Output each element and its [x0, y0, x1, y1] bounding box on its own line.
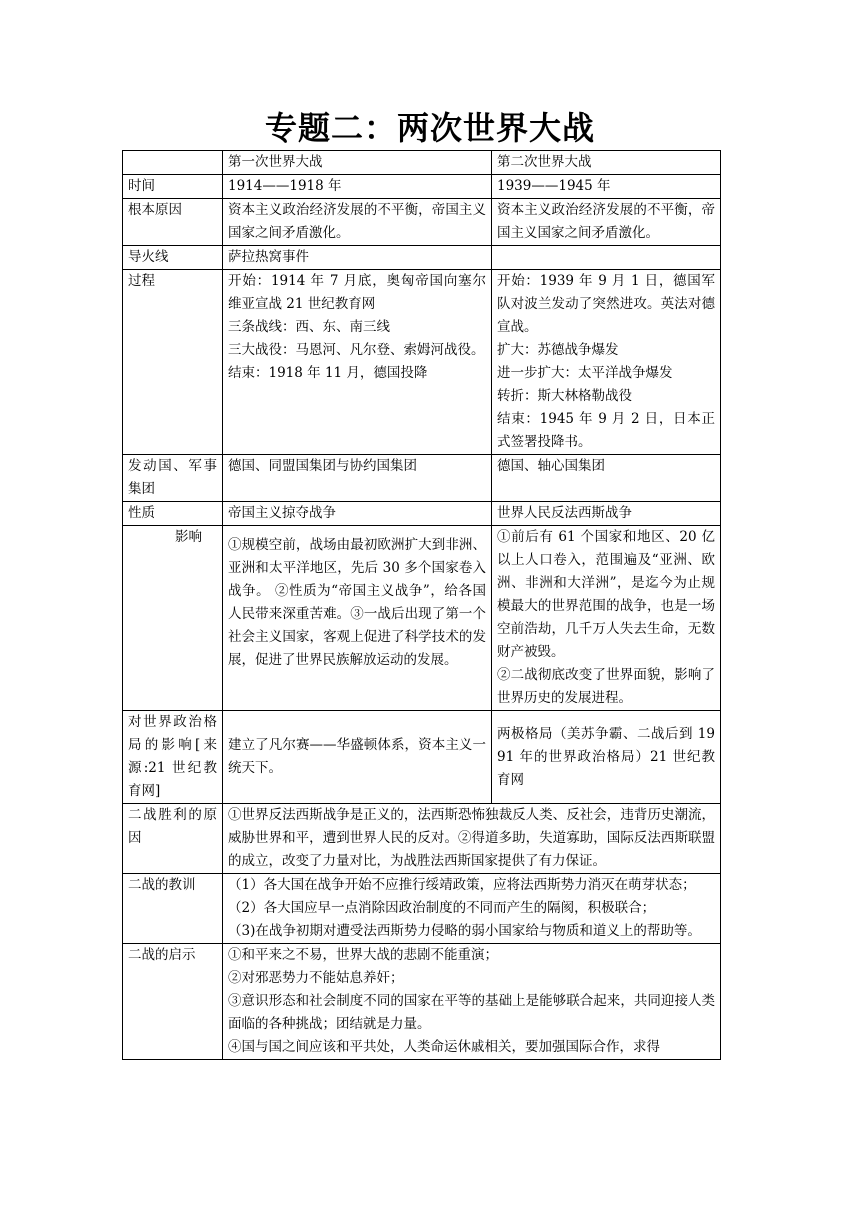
- comparison-table: [122, 150, 721, 1060]
- table-row: [123, 246, 721, 270]
- ww1-cell: [223, 246, 492, 270]
- wide-cell-line: ②对邪恶势力不能姑息养奸；: [228, 970, 404, 986]
- ww1-cell-line: 资本主义政治经济发展的不平衡，帝国主义国家之间矛盾激化。: [228, 202, 486, 241]
- header-cell-ww2: 第二次世界大战: [492, 151, 721, 175]
- row-label: 发动国、军事集团: [123, 455, 223, 502]
- row-label: 影响: [123, 526, 223, 711]
- ww2-cell: [492, 270, 721, 455]
- page-title: 专题二：两次世界大战: [264, 109, 595, 147]
- row-label: 对世界政治格局的影响[来源:21 世纪教育网]: [123, 711, 223, 804]
- table-row: [123, 711, 721, 804]
- table-row: [123, 944, 721, 1060]
- wide-cell-line: （1）各大国在战争开始不应推行绥靖政策，应将法西斯势力消灭在萌芽状态；: [228, 877, 696, 893]
- ww1-cell: [223, 175, 492, 199]
- table-row: [123, 175, 721, 199]
- ww2-cell-line: 两极格局（美苏争霸、二战后到 1991 年的世界政治格局）21 世纪教育网: [497, 725, 715, 788]
- table-row: [123, 502, 721, 526]
- ww1-cell: [223, 199, 492, 246]
- wide-cell-line: ④国与国之间应该和平共处，人类命运休戚相关，要加强国际合作，求得: [228, 1039, 660, 1055]
- wide-cell-line: ③意识形态和社会制度不同的国家在平等的基础上是能够联合起来，共同迎接人类面临的各种挑战；团结就是力量。: [228, 993, 715, 1032]
- row-label: 二战的启示: [123, 944, 223, 1060]
- ww1-cell: [223, 502, 492, 526]
- wide-cell-line: （3)在战争初期对遭受法西斯势力侵略的弱小国家给与物质和道义上的帮助等。: [228, 923, 701, 939]
- wide-cell: [223, 804, 721, 874]
- wide-cell: [223, 944, 721, 1060]
- ww2-cell-line: 德国、轴心国集团: [497, 458, 605, 474]
- ww1-cell: [223, 270, 492, 455]
- ww2-cell-line: ②二战彻底改变了世界面貌，影响了世界历史的发展进程。: [497, 667, 715, 706]
- ww1-cell: [223, 526, 492, 711]
- ww1-cell: [223, 711, 492, 804]
- ww2-cell: [492, 199, 721, 246]
- ww2-cell-line: 结束：1945 年 9 月 2 日，日本正式签署投降书。: [497, 411, 715, 450]
- ww1-cell-line: 德国、同盟国集团与协约国集团: [228, 458, 417, 474]
- row-label: 导火线: [123, 246, 223, 270]
- ww1-cell-line: 萨拉热窝事件: [228, 249, 309, 265]
- row-label: 时间: [123, 175, 223, 199]
- wide-cell: [223, 874, 721, 944]
- wide-cell-line: （2）各大国应早一点消除因政治制度的不同而产生的隔阂，积极联合；: [228, 900, 656, 916]
- ww2-cell: [492, 455, 721, 502]
- table-row: [123, 270, 721, 455]
- ww1-cell-line: 帝国主义掠夺战争: [228, 505, 336, 521]
- ww1-cell-line: ①规模空前，战场由最初欧洲扩大到非洲、亚洲和太平洋地区，先后 30 多个国家卷入战争。 ②性质为“帝国主义战争”，给各国人民带来深重苦难。③一战后出现了第一个社会主义国家，客观上促进了科学技术的发展，促进了世界民族解放运动的发展。: [228, 537, 486, 668]
- table-row: [123, 804, 721, 874]
- ww2-cell-line: 开始：1939 年 9 月 1 日，德国军队对波兰发动了突然进攻。英法对德宣战。: [497, 273, 715, 335]
- ww2-cell-line: 进一步扩大：太平洋战争爆发: [497, 365, 673, 381]
- ww2-cell: [492, 246, 721, 270]
- ww1-cell-line: 三大战役：马恩河、凡尔登、索姆河战役。: [228, 342, 485, 358]
- ww2-cell: [492, 502, 721, 526]
- ww2-cell: [492, 526, 721, 711]
- ww1-cell-line: 建立了凡尔赛——华盛顿体系，资本主义一统天下。: [228, 737, 486, 776]
- row-label: 二战胜利的原因: [123, 804, 223, 874]
- ww2-cell-line: 扩大：苏德战争爆发: [497, 342, 619, 358]
- ww2-cell-line: 资本主义政治经济发展的不平衡，帝国主义国家之间矛盾激化。: [497, 202, 715, 241]
- ww2-cell-line: ①前后有 61 个国家和地区、20 亿以上人口卷入，范围遍及“亚洲、欧洲、非洲和大洋洲”，是迄今为止规模最大的世界范围的战争，也是一场空前浩劫，几千万人失去生命，无数财产被毁。: [497, 529, 715, 660]
- row-label: 性质: [123, 502, 223, 526]
- ww2-cell: [492, 711, 721, 804]
- ww1-cell-line: 结束：1918 年 11 月，德国投降: [228, 365, 428, 381]
- ww2-cell-line: 世界人民反法西斯战争: [497, 505, 632, 521]
- ww2-cell-line: 转折：斯大林格勒战役: [497, 388, 632, 404]
- ww1-cell-line: 开始：1914 年 7 月底，奥匈帝国向塞尔维亚宣战 21 世纪教育网: [228, 273, 486, 312]
- table-row: [123, 199, 721, 246]
- table-row: [123, 455, 721, 502]
- table-row: [123, 526, 721, 711]
- ww1-cell: [223, 455, 492, 502]
- ww1-cell-line: 1914——1918 年: [228, 178, 342, 194]
- row-label: 过程: [123, 270, 223, 455]
- ww2-cell: [492, 175, 721, 199]
- wide-cell-line: ①世界反法西斯战争是正义的，法西斯恐怖独裁反人类、反社会，违背历史潮流，威胁世界和平，遭到世界人民的反对。②得道多助，失道寡助，国际反法西斯联盟的成立，改变了力量对比，为战胜法西斯国家提供了有力保证。: [228, 807, 715, 869]
- row-label: 二战的教训: [123, 874, 223, 944]
- ww1-cell-line: 三条战线：西、东、南三线: [228, 319, 390, 335]
- wide-cell-line: ①和平来之不易，世界大战的悲剧不能重演；: [228, 947, 498, 963]
- ww2-cell-line: 1939——1945 年: [497, 178, 611, 194]
- row-label: 根本原因: [123, 199, 223, 246]
- header-cell-ww1: 第一次世界大战: [223, 151, 492, 175]
- header-cell-empty: [123, 151, 223, 175]
- table-header-row: [123, 151, 721, 175]
- table-row: [123, 874, 721, 944]
